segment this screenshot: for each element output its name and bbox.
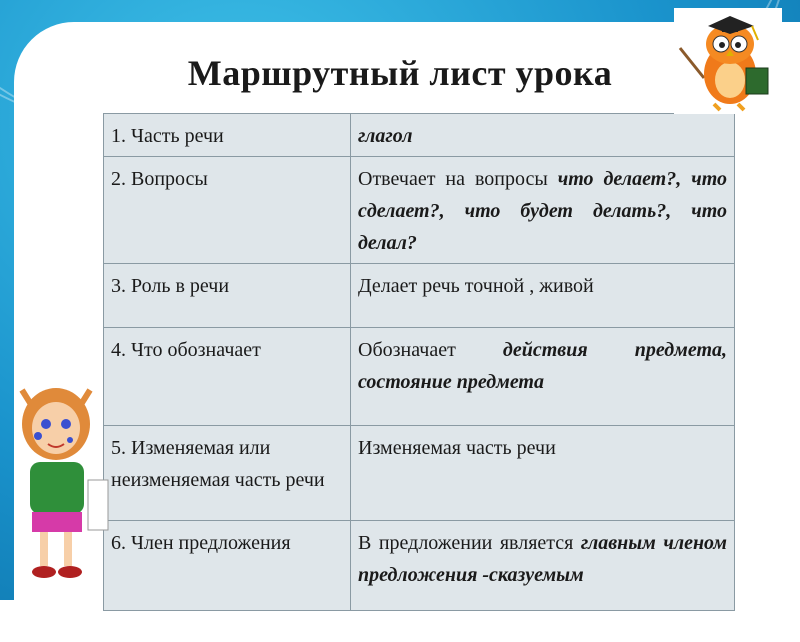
row-label: 5. Изменяемая или неизменяемая часть речи — [104, 426, 351, 521]
owl-teacher-illustration — [674, 8, 782, 114]
table-row — [104, 264, 735, 328]
row-label: 3. Роль в речи — [104, 264, 351, 328]
table-row — [104, 328, 735, 426]
row-value — [351, 328, 735, 426]
value-emphasis: действия предмета, состояние предмета — [358, 339, 727, 393]
value-text: В предложении является — [358, 532, 581, 554]
row-value — [351, 264, 735, 328]
row-value — [351, 114, 735, 157]
page-title: Маршрутный лист урока — [187, 53, 613, 93]
row-value — [351, 426, 735, 521]
row-label: 2. Вопросы — [104, 157, 351, 264]
row-label: 4. Что обозначает — [104, 328, 351, 426]
table-row — [104, 114, 735, 157]
row-label: 1. Часть речи — [104, 114, 351, 157]
lesson-table — [103, 113, 735, 611]
table-row — [104, 157, 735, 264]
table-row — [104, 426, 735, 521]
value-emphasis: что делает?, что сделает?, что будет делать?, что делал? — [358, 168, 727, 254]
row-value — [351, 521, 735, 611]
row-label: 6. Член предложения — [104, 521, 351, 611]
value-text: Изменяемая часть речи — [358, 437, 556, 459]
row-value — [351, 157, 735, 264]
value-emphasis: главным членом предложения -сказуемым — [358, 532, 727, 586]
value-text: Отвечает на вопросы — [358, 168, 558, 190]
value-text: Обозначает — [358, 339, 503, 361]
value-text: Делает речь точной , живой — [358, 275, 594, 297]
girl-illustration — [8, 380, 112, 585]
table-row — [104, 521, 735, 611]
value-emphasis: глагол — [358, 125, 413, 147]
